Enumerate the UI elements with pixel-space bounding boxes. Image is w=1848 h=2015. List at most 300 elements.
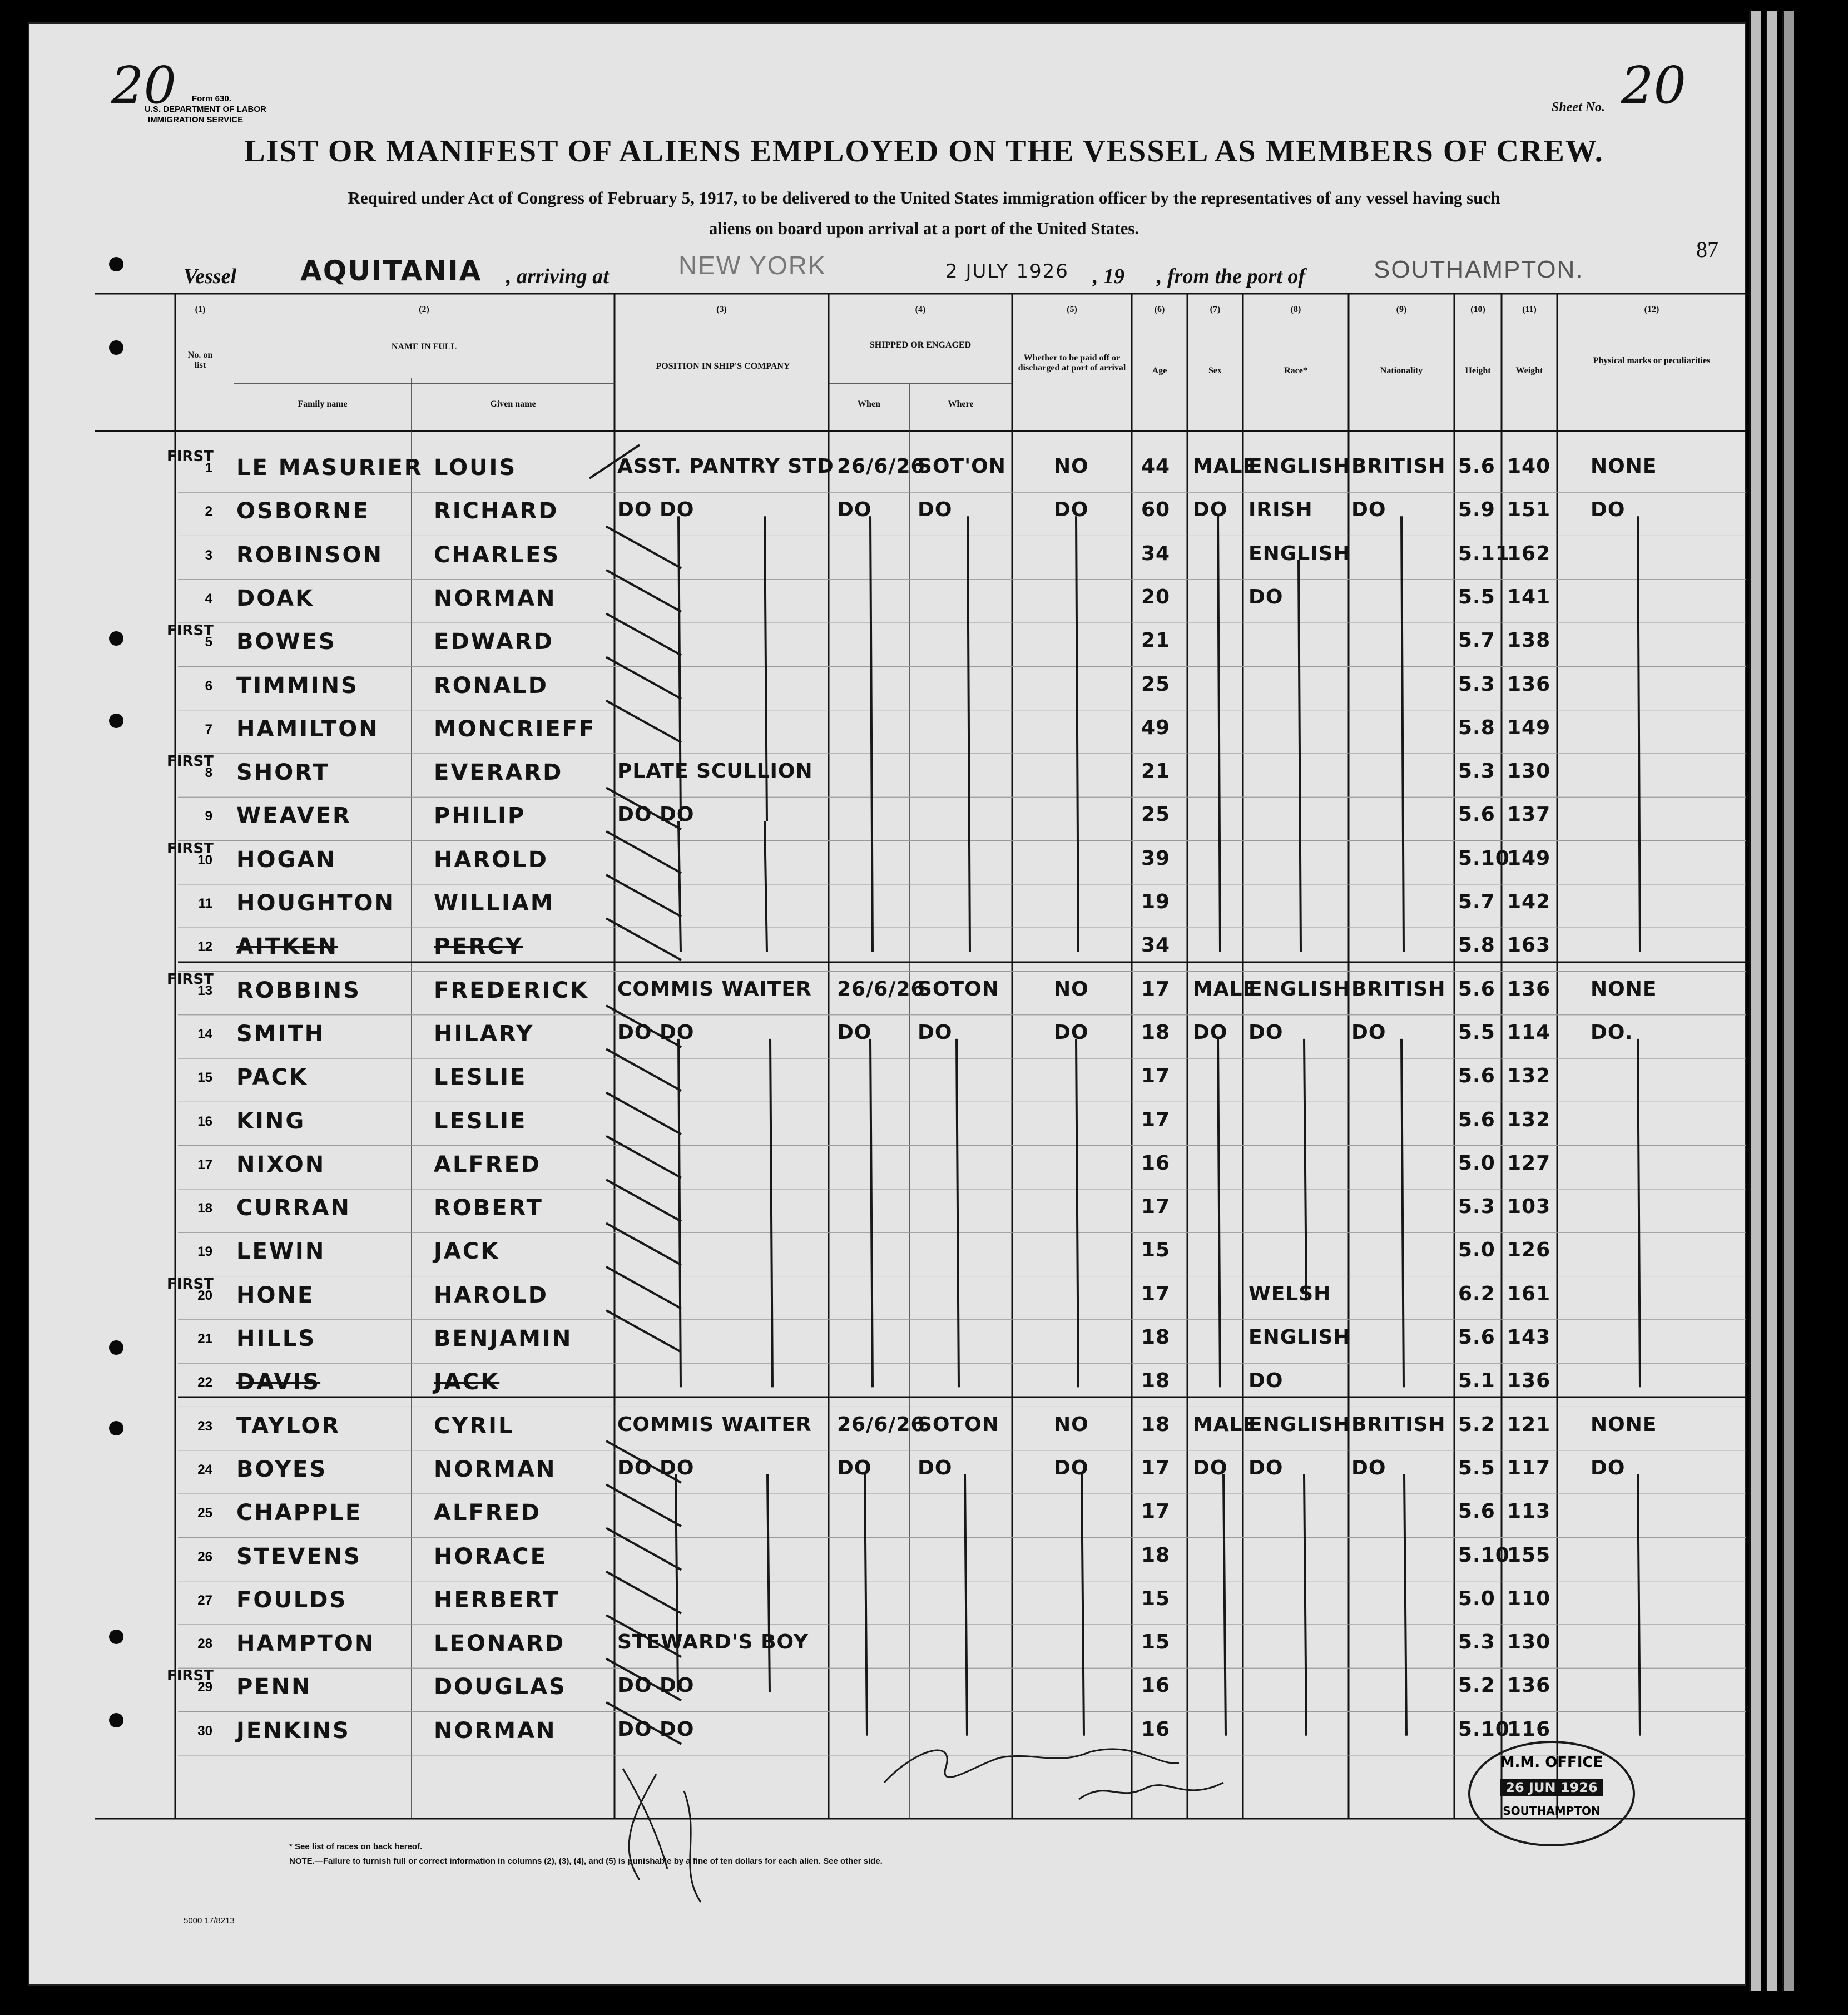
row-10-family: HOGAN <box>236 846 336 873</box>
stamp-bottom: SOUTHAMPTON <box>1503 1804 1601 1818</box>
ditto-slash-27 <box>606 1572 681 1613</box>
row-22-given: JACK <box>434 1369 500 1395</box>
col10-num: (10) <box>1470 305 1485 314</box>
row-20-race: WELSH <box>1248 1282 1331 1305</box>
row-24-where: DO <box>918 1456 953 1479</box>
row-23-nat: BRITISH <box>1351 1413 1446 1436</box>
row-13-paid: NO <box>1054 977 1089 1001</box>
row-15-height: 5.6 <box>1458 1065 1495 1088</box>
row-1-nat: BRITISH <box>1351 455 1446 478</box>
office-stamp <box>1468 1741 1635 1846</box>
ditto-main-a-3 <box>1218 516 1220 952</box>
row-26-age: 18 <box>1141 1543 1171 1567</box>
row-27-no: 27 <box>197 1592 212 1608</box>
row-8-height: 5.3 <box>1458 760 1495 783</box>
row-24-weight: 117 <box>1507 1456 1551 1479</box>
row-5-no: 5 <box>205 635 212 650</box>
row-20-no: 20 <box>197 1288 212 1303</box>
row-3-age: 34 <box>1141 542 1171 565</box>
row-28-age: 15 <box>1141 1631 1171 1654</box>
first-class-marker: FIRST <box>167 622 214 640</box>
row-19-family: LEWIN <box>236 1239 326 1265</box>
row-3-family: ROBINSON <box>236 542 383 568</box>
row-16-no: 16 <box>197 1113 212 1129</box>
col6-label: Age <box>1152 366 1167 375</box>
row-13-when: 26/6/26 <box>837 977 925 1001</box>
sheet-label: Sheet No. <box>1552 100 1605 115</box>
ditto-main-c-5 <box>1638 1474 1640 1736</box>
row-28-weight: 130 <box>1507 1631 1551 1654</box>
row-14-family: SMITH <box>236 1021 325 1047</box>
row-2-nat: DO <box>1351 498 1386 522</box>
row-29-given: DOUGLAS <box>434 1674 567 1700</box>
row-21-no: 21 <box>197 1331 212 1346</box>
row-14-age: 18 <box>1141 1021 1171 1044</box>
row-8-weight: 130 <box>1507 760 1551 783</box>
ditto-main-a-2 <box>1076 516 1078 952</box>
row-19-age: 15 <box>1141 1239 1171 1262</box>
row-11-family: HOUGHTON <box>236 890 395 916</box>
row-7-height: 5.8 <box>1458 716 1495 739</box>
row-2-paid: DO <box>1054 498 1089 522</box>
row-14-paid: DO <box>1054 1021 1089 1044</box>
col6-num: (6) <box>1154 305 1165 314</box>
from-port: SOUTHAMPTON. <box>1374 256 1584 283</box>
ditto-slash-17 <box>606 1136 681 1178</box>
ditto-main-b-1 <box>957 1039 959 1387</box>
row-26-given: HORACE <box>434 1543 547 1570</box>
row-14-position: DO DO <box>617 1021 695 1044</box>
arriving-port: NEW YORK <box>678 251 826 280</box>
row-22-no: 22 <box>197 1375 212 1390</box>
row-17-no: 17 <box>197 1157 212 1172</box>
row-2-age: 60 <box>1141 498 1171 522</box>
ditto-main-a-4 <box>1401 516 1404 952</box>
row-1-age: 44 <box>1141 455 1171 478</box>
row-24-height: 5.5 <box>1458 1456 1495 1479</box>
row-10-weight: 149 <box>1507 846 1551 870</box>
ditto-slash-11 <box>606 875 681 917</box>
row-14-no: 14 <box>197 1026 212 1042</box>
row-13-race: ENGLISH <box>1248 977 1351 1001</box>
row-13-sex: MALE <box>1193 977 1257 1001</box>
col4-when: When <box>858 399 880 409</box>
col9-num: (9) <box>1396 305 1407 314</box>
row-6-age: 25 <box>1141 672 1171 696</box>
row-27-family: FOULDS <box>236 1587 348 1613</box>
row-4-no: 4 <box>205 591 212 606</box>
page-mark: 87 <box>1696 237 1718 262</box>
row-30-height: 5.10 <box>1458 1717 1510 1741</box>
row-5-family: BOWES <box>236 629 336 655</box>
row-12-no: 12 <box>197 939 212 955</box>
row-29-height: 5.2 <box>1458 1674 1495 1697</box>
row-13-nat: BRITISH <box>1351 977 1446 1001</box>
row-24-paid: DO <box>1054 1456 1089 1479</box>
row-28-given: LEONARD <box>434 1631 566 1657</box>
stamp-date: 26 JUN 1926 <box>1500 1779 1603 1796</box>
row-23-weight: 121 <box>1507 1413 1551 1436</box>
row-5-given: EDWARD <box>434 629 554 655</box>
row-6-no: 6 <box>205 678 212 694</box>
row-25-age: 17 <box>1141 1500 1171 1523</box>
row-21-given: BENJAMIN <box>434 1326 573 1351</box>
service-label: IMMIGRATION SERVICE <box>148 115 244 125</box>
row-10-no: 10 <box>197 852 212 868</box>
col12-label: Physical marks or peculiarities <box>1593 356 1711 365</box>
ditto-main-b-2 <box>1076 1039 1078 1387</box>
subtitle-line-2: aliens on board upon arrival at a port of the United States. <box>709 219 1139 238</box>
row-25-family: CHAPPLE <box>236 1500 363 1526</box>
col8-label: Race* <box>1284 366 1307 375</box>
row-9-family: WEAVER <box>236 803 351 829</box>
row-9-given: PHILIP <box>434 803 526 829</box>
row-26-weight: 155 <box>1507 1543 1551 1567</box>
col4-where: Where <box>948 399 974 409</box>
footnote-races: * See list of races on back hereof. <box>289 1842 423 1851</box>
row-1-weight: 140 <box>1507 455 1551 478</box>
row-6-height: 5.3 <box>1458 672 1495 696</box>
row-21-age: 18 <box>1141 1326 1171 1349</box>
row-24-sex: DO <box>1193 1456 1228 1479</box>
year-label: , 19 <box>1093 265 1124 288</box>
row-15-family: PACK <box>236 1065 308 1091</box>
row-20-given: HAROLD <box>434 1282 548 1308</box>
row-18-age: 17 <box>1141 1195 1171 1219</box>
row-27-height: 5.0 <box>1458 1587 1495 1610</box>
row-9-height: 5.6 <box>1458 803 1495 826</box>
row-23-marks: NONE <box>1591 1413 1657 1436</box>
ditto-slash-25 <box>606 1484 681 1526</box>
row-12-age: 34 <box>1141 934 1171 957</box>
row-16-age: 17 <box>1141 1108 1171 1131</box>
row-23-where: SOTON <box>918 1413 999 1436</box>
row-17-height: 5.0 <box>1458 1151 1495 1175</box>
row-2-position: DO DO <box>617 498 695 522</box>
row-2-height: 5.9 <box>1458 498 1495 522</box>
col2-family: Family name <box>298 399 348 409</box>
row-1-race: ENGLISH <box>1248 455 1351 478</box>
ditto-pos-d-0 <box>676 1474 678 1692</box>
row-23-family: TAYLOR <box>236 1413 341 1439</box>
ditto-main-c-2 <box>1082 1474 1084 1736</box>
row-18-family: CURRAN <box>236 1195 351 1221</box>
row-22-height: 5.1 <box>1458 1369 1495 1393</box>
row-15-given: LESLIE <box>434 1065 527 1091</box>
row-11-weight: 142 <box>1507 890 1551 913</box>
row-4-race: DO <box>1248 585 1284 608</box>
row-1-given: LOUIS <box>434 455 517 481</box>
row-18-height: 5.3 <box>1458 1195 1495 1219</box>
row-25-height: 5.6 <box>1458 1500 1495 1523</box>
row-13-marks: NONE <box>1591 977 1657 1001</box>
row-18-weight: 103 <box>1507 1195 1551 1219</box>
from-label: , from the port of <box>1157 265 1306 288</box>
ditto-slash-19 <box>606 1223 681 1265</box>
row-10-height: 5.10 <box>1458 846 1510 870</box>
row-22-family: DAVIS <box>236 1369 321 1395</box>
ditto-slash-21 <box>606 1310 681 1352</box>
row-15-age: 17 <box>1141 1065 1171 1088</box>
row-2-race: IRISH <box>1248 498 1313 522</box>
row-7-weight: 149 <box>1507 716 1551 739</box>
row-12-height: 5.8 <box>1458 934 1495 957</box>
row-6-weight: 136 <box>1507 672 1551 696</box>
row-25-no: 25 <box>197 1506 212 1521</box>
row-24-position: DO DO <box>617 1456 695 1479</box>
form-number: Form 630. <box>192 94 231 103</box>
row-20-family: HONE <box>236 1282 315 1308</box>
row-2-marks: DO <box>1591 498 1626 522</box>
ditto-pos-c-1 <box>770 1039 772 1387</box>
col10-label: Height <box>1465 366 1491 375</box>
row-16-weight: 132 <box>1507 1108 1551 1131</box>
first-class-marker: FIRST <box>167 971 214 988</box>
vessel-name: AQUITANIA <box>300 255 482 287</box>
row-3-weight: 162 <box>1507 542 1551 565</box>
row-1-when: 26/6/26 <box>837 455 925 478</box>
row-2-family: OSBORNE <box>236 498 370 524</box>
row-29-age: 16 <box>1141 1674 1171 1697</box>
row-28-position: STEWARD'S BOY <box>617 1631 809 1654</box>
row-24-no: 24 <box>197 1462 212 1477</box>
row-1-height: 5.6 <box>1458 455 1495 478</box>
row-4-height: 5.5 <box>1458 585 1495 608</box>
row-30-weight: 116 <box>1507 1717 1551 1741</box>
row-17-weight: 127 <box>1507 1151 1551 1175</box>
ditto-slash-10 <box>606 831 681 873</box>
row-12-family: AITKEN <box>236 934 338 960</box>
arriving-label: , arriving at <box>506 265 609 288</box>
row-10-age: 39 <box>1141 846 1171 870</box>
col7-num: (7) <box>1210 305 1221 314</box>
col3-num: (3) <box>716 305 727 314</box>
row-14-given: HILARY <box>434 1021 534 1047</box>
row-14-race: DO <box>1248 1021 1284 1044</box>
row-30-given: NORMAN <box>434 1717 557 1744</box>
row-30-family: JENKINS <box>236 1717 350 1744</box>
row-11-height: 5.7 <box>1458 890 1495 913</box>
row-1-no: 1 <box>205 461 212 476</box>
row-15-no: 15 <box>197 1070 212 1086</box>
row-21-height: 5.6 <box>1458 1326 1495 1349</box>
row-24-family: BOYES <box>236 1456 328 1482</box>
col11-num: (11) <box>1522 305 1537 314</box>
col11-label: Weight <box>1515 366 1543 375</box>
row-21-family: HILLS <box>236 1326 316 1351</box>
first-class-marker: FIRST <box>167 1667 214 1685</box>
row-8-no: 8 <box>205 765 212 781</box>
row-24-given: NORMAN <box>434 1456 557 1482</box>
row-16-given: LESLIE <box>434 1108 527 1134</box>
row-20-age: 17 <box>1141 1282 1171 1305</box>
ditto-main-b-3 <box>1218 1039 1220 1387</box>
col1-label: No. on list <box>187 350 213 370</box>
row-20-weight: 161 <box>1507 1282 1551 1305</box>
row-19-height: 5.0 <box>1458 1239 1495 1262</box>
row-23-no: 23 <box>197 1418 212 1434</box>
row-13-no: 13 <box>197 983 212 998</box>
print-code: 5000 17/8213 <box>184 1916 235 1925</box>
ditto-main-a-0 <box>870 516 873 952</box>
row-9-position: DO DO <box>617 803 695 826</box>
row-28-no: 28 <box>197 1636 212 1652</box>
row-18-given: ROBERT <box>434 1195 543 1221</box>
row-14-height: 5.5 <box>1458 1021 1495 1044</box>
row-21-weight: 143 <box>1507 1326 1551 1349</box>
col7-label: Sex <box>1208 366 1222 375</box>
row-30-age: 16 <box>1141 1717 1171 1741</box>
row-3-no: 3 <box>205 547 212 563</box>
row-20-height: 6.2 <box>1458 1282 1495 1305</box>
row-1-where: SOT'ON <box>918 455 1006 478</box>
row-24-nat: DO <box>1351 1456 1386 1479</box>
row-8-position: PLATE SCULLION <box>617 760 813 783</box>
row-23-when: 26/6/26 <box>837 1413 925 1436</box>
row-13-family: ROBBINS <box>236 977 361 1003</box>
ditto-race-b-0 <box>1304 1039 1306 1300</box>
row-23-position: COMMIS WAITER <box>617 1413 812 1436</box>
ditto-slash-16 <box>606 1093 681 1135</box>
col2-given: Given name <box>490 399 536 409</box>
row-25-weight: 113 <box>1507 1500 1551 1523</box>
row-27-weight: 110 <box>1507 1587 1551 1610</box>
row-3-height: 5.11 <box>1458 542 1510 565</box>
ditto-slash-3 <box>606 527 681 568</box>
row-18-no: 18 <box>197 1201 212 1216</box>
col5-num: (5) <box>1067 305 1077 314</box>
row-7-family: HAMILTON <box>236 716 379 742</box>
row-14-where: DO <box>918 1021 953 1044</box>
row-4-family: DOAK <box>236 585 315 611</box>
arrival-date: 2 JULY 1926 <box>945 260 1069 283</box>
row-14-when: DO <box>837 1021 872 1044</box>
row-14-nat: DO <box>1351 1021 1386 1044</box>
row-17-given: ALFRED <box>434 1151 542 1177</box>
row-23-height: 5.2 <box>1458 1413 1495 1436</box>
row-13-where: SOTON <box>918 977 999 1001</box>
row-24-marks: DO <box>1591 1456 1626 1479</box>
col2-num: (2) <box>419 305 429 314</box>
row-1-marks: NONE <box>1591 455 1657 478</box>
ditto-main-c-1 <box>965 1474 967 1736</box>
row-22-age: 18 <box>1141 1369 1171 1393</box>
ditto-slash-12 <box>606 918 681 960</box>
row-5-weight: 138 <box>1507 629 1551 652</box>
first-class-marker: FIRST <box>167 753 214 770</box>
row-9-age: 25 <box>1141 803 1171 826</box>
first-class-marker: FIRST <box>167 1275 214 1293</box>
row-7-no: 7 <box>205 721 212 737</box>
col9-label: Nationality <box>1380 366 1423 375</box>
row-15-weight: 132 <box>1507 1065 1551 1088</box>
row-23-given: CYRIL <box>434 1413 514 1439</box>
ditto-slash-4 <box>606 570 681 612</box>
row-13-age: 17 <box>1141 977 1171 1001</box>
first-class-marker: FIRST <box>167 840 214 857</box>
ditto-slash-20 <box>606 1267 681 1309</box>
ditto-main-a-1 <box>968 516 970 952</box>
department-label: U.S. DEPARTMENT OF LABOR <box>145 105 266 114</box>
row-4-given: NORMAN <box>434 585 557 611</box>
row-23-paid: NO <box>1054 1413 1089 1436</box>
row-27-given: HERBERT <box>434 1587 560 1613</box>
row-29-weight: 136 <box>1507 1674 1551 1697</box>
row-14-marks: DO. <box>1591 1021 1633 1044</box>
ditto-main-b-0 <box>870 1039 873 1387</box>
ditto-slash-5 <box>606 613 681 655</box>
col3-label: POSITION IN SHIP'S COMPANY <box>656 362 790 371</box>
row-17-family: NIXON <box>236 1151 326 1177</box>
row-9-weight: 137 <box>1507 803 1551 826</box>
first-class-marker: FIRST <box>167 448 214 465</box>
ditto-main-c-0 <box>865 1474 867 1736</box>
row-24-race: DO <box>1248 1456 1284 1479</box>
row-1-paid: NO <box>1054 455 1089 478</box>
ditto-race-a-0 <box>1299 560 1301 952</box>
row-1-family: LE MASURIER <box>236 455 423 481</box>
row-7-age: 49 <box>1141 716 1171 739</box>
row-2-where: DO <box>918 498 953 522</box>
row-23-race: ENGLISH <box>1248 1413 1351 1436</box>
row-4-age: 20 <box>1141 585 1171 608</box>
row-13-position: COMMIS WAITER <box>617 977 812 1001</box>
row-3-race: ENGLISH <box>1248 542 1351 565</box>
row-26-no: 26 <box>197 1549 212 1565</box>
row-25-given: ALFRED <box>434 1500 542 1526</box>
row-21-race: ENGLISH <box>1248 1326 1351 1349</box>
row-4-weight: 141 <box>1507 585 1551 608</box>
row-1-position: ASST. PANTRY STD <box>617 455 834 478</box>
row-29-no: 29 <box>197 1680 212 1695</box>
row-2-given: RICHARD <box>434 498 559 524</box>
row-23-age: 18 <box>1141 1413 1171 1436</box>
row-5-age: 21 <box>1141 629 1171 652</box>
ditto-slash-6 <box>606 657 681 699</box>
col1-num: (1) <box>195 305 206 314</box>
row-1-sex: MALE <box>1193 455 1257 478</box>
row-30-position: DO DO <box>617 1717 695 1741</box>
col12-num: (12) <box>1644 305 1659 314</box>
footnote-penalty: NOTE.—Failure to furnish full or correct information in columns (2), (3), (4), and (5) is punishable by a fine of ten dollars for each alien. See other side. <box>289 1856 883 1866</box>
col8-num: (8) <box>1290 305 1301 314</box>
ditto-slash-26 <box>606 1528 681 1570</box>
row-13-height: 5.6 <box>1458 977 1495 1001</box>
ditto-slash-7 <box>606 701 681 742</box>
row-10-given: HAROLD <box>434 846 548 873</box>
row-30-no: 30 <box>197 1723 212 1739</box>
ditto-slash-15 <box>606 1049 681 1091</box>
stamp-top: M.M. OFFICE <box>1500 1754 1603 1771</box>
row-28-height: 5.3 <box>1458 1631 1495 1654</box>
signature-lines <box>623 1749 1223 1902</box>
row-22-weight: 136 <box>1507 1369 1551 1393</box>
ditto-race-c-0 <box>1304 1474 1306 1736</box>
row-2-no: 2 <box>205 504 212 519</box>
col5-label: Whether to be paid off or discharged at port of arrival <box>1018 353 1126 373</box>
row-26-height: 5.10 <box>1458 1543 1510 1567</box>
row-2-weight: 151 <box>1507 498 1551 522</box>
page-title: LIST OR MANIFEST OF ALIENS EMPLOYED ON THE VESSEL AS MEMBERS OF CREW. <box>244 134 1604 169</box>
ditto-main-a-5 <box>1638 516 1640 952</box>
ditto-slash-18 <box>606 1180 681 1221</box>
row-6-family: TIMMINS <box>236 672 359 699</box>
row-19-given: JACK <box>434 1239 500 1265</box>
col4-label: SHIPPED OR ENGAGED <box>869 340 972 350</box>
row-19-no: 19 <box>197 1244 212 1260</box>
row-27-age: 15 <box>1141 1587 1171 1610</box>
row-24-when: DO <box>837 1456 872 1479</box>
